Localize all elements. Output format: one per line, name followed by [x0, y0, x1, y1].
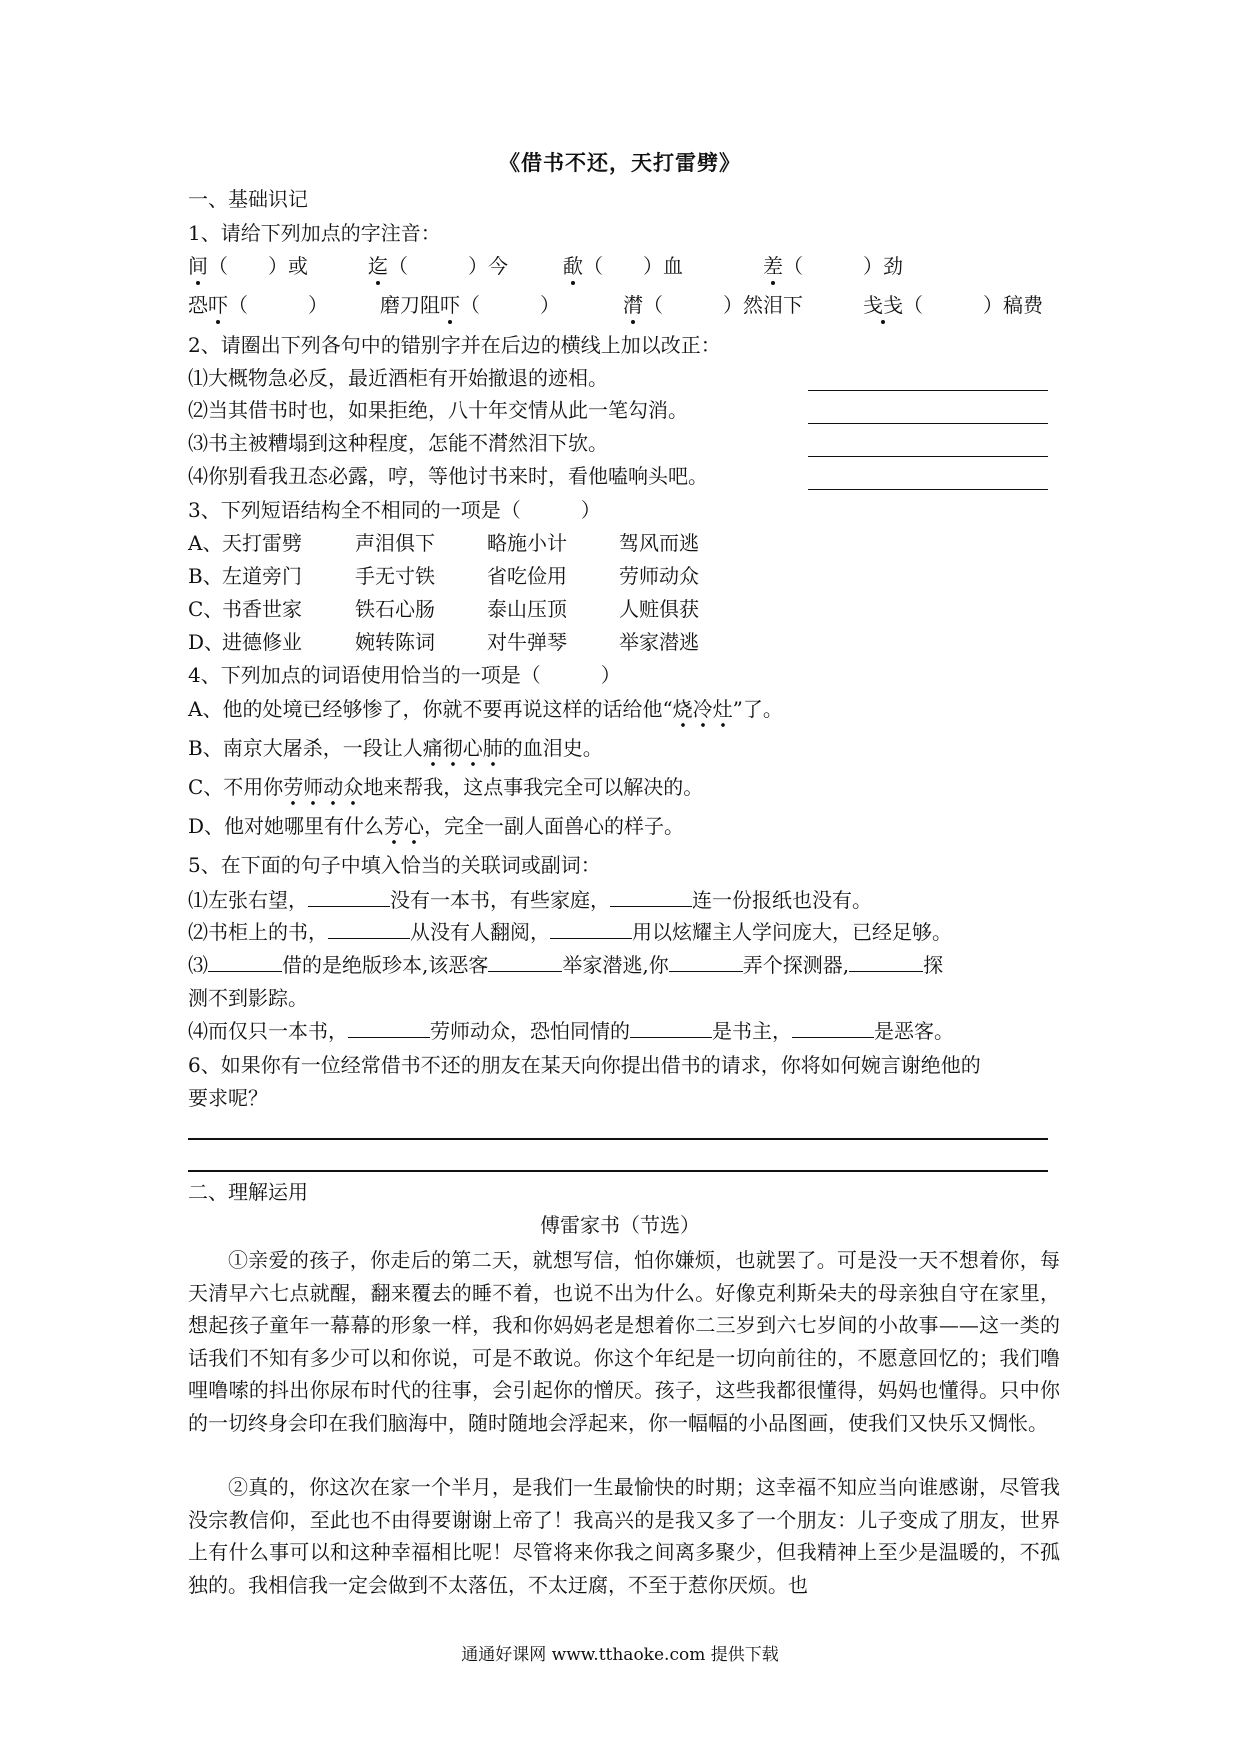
fill-blank[interactable]: [610, 888, 692, 907]
q5-text: 用以炫耀主人学问庞大，已经足够。: [632, 920, 952, 944]
item-blank: （ ）: [460, 293, 560, 317]
option-text: 的血泪史。: [502, 736, 603, 760]
q5-text: ⑵书柜上的书，: [188, 920, 328, 944]
q5-line-1: [188, 888, 872, 912]
q2-item: ⑶书主被糟塌到这种程度，怎能不潸然泪下欤。: [188, 431, 608, 455]
q5-text: 从没有人翻阅，: [410, 920, 550, 944]
section-2-heading: 二、理解运用: [188, 1180, 308, 1204]
q3-prompt: 3、下列短语结构全不相同的一项是（ ）: [188, 498, 601, 522]
q5-prompt: 5、在下面的句子中填入恰当的关联词或副词：: [188, 853, 601, 877]
q5-text: 举家潜逃,你: [562, 953, 669, 977]
q1-item: [863, 293, 1043, 317]
item-blank: （ ）今: [388, 254, 508, 278]
q6-prompt-line-1: 6、如果你有一位经常借书不还的朋友在某天向你提出借书的请求，你将如何婉言谢绝他的: [188, 1053, 981, 1077]
phrase: 略施小计: [487, 531, 567, 555]
q2-prompt: 2、请圈出下列各句中的错别字并在后边的横线上加以改正：: [188, 333, 721, 357]
option-text: B、南京大屠杀，一段让人: [188, 736, 423, 760]
passage-paragraph-2: ②真的，你这次在家一个半月，是我们一生最愉快的时期；这幸福不知应当向谁感谢，尽管我没宗教信仰，至此也不由得要谢谢上帝了！我高兴的是我又多了一个朋友：儿子变成了朋友，世界上有什么事可以和这种幸福相比呢！尽管将来你我之间离多聚少，但我精神上至少是温暖的，不孤独的。我相信我一定会做到不太落伍，不太迂腐，不至于惹你厌烦。也: [188, 1475, 1060, 1597]
answer-line[interactable]: [808, 456, 1048, 457]
item-prefix: 磨刀阻: [380, 293, 440, 317]
dotted-char: 潸: [623, 293, 643, 317]
q4-option-c: [188, 775, 703, 799]
dotted-char: 差: [763, 254, 783, 278]
page-title: 《借书不还，天打雷劈》: [499, 150, 741, 175]
q5-text: 探: [923, 953, 944, 977]
option-text: ”了。: [732, 697, 783, 721]
section-1-heading: 一、基础识记: [188, 187, 308, 211]
q5-text: 连一份报纸也没有。: [692, 888, 872, 912]
q5-text: 没有一本书，有些家庭，: [390, 888, 610, 912]
option-text: C、不用你: [188, 775, 284, 799]
q2-item: ⑷你别看我丑态必露，哼，等他讨书来时，看他嗑响头吧。: [188, 464, 708, 488]
q6-prompt-line-2: 要求呢？: [188, 1086, 268, 1110]
q5-text: ⑶: [188, 953, 208, 977]
dotted-word: 劳师动众: [283, 775, 363, 806]
q5-text: 是恶客。: [874, 1019, 954, 1043]
q1-item: [188, 293, 328, 317]
q5-line-3-cont: 测不到影踪。: [188, 986, 308, 1010]
option-text: D、他对她哪里有什么: [188, 814, 385, 838]
fill-blank[interactable]: [348, 1019, 430, 1038]
dotted-word: 痛彻心肺: [423, 736, 503, 767]
answer-line[interactable]: [188, 1138, 1048, 1140]
option-text: ，完全一副人面兽心的样子。: [424, 814, 685, 838]
fill-blank[interactable]: [550, 920, 632, 939]
passage-title: 傅雷家书（节选）: [540, 1213, 700, 1237]
fill-blank[interactable]: [792, 1019, 874, 1038]
item-prefix: 恐: [188, 293, 208, 317]
q5-text: ⑴左张右望，: [188, 888, 308, 912]
fill-blank[interactable]: [669, 953, 743, 972]
q5-line-2: [188, 920, 952, 944]
q5-text: 弄个探测器,: [742, 953, 850, 977]
dotted-char: 间: [188, 254, 208, 278]
option-label: C、: [188, 597, 224, 621]
q4-prompt: 4、下列加点的词语使用恰当的一项是（ ）: [188, 663, 621, 687]
answer-line[interactable]: [808, 423, 1048, 424]
item-blank: （ ）血: [583, 254, 683, 278]
q2-item: ⑵当其借书时也，如果拒绝，八十年交情从此一笔勾消。: [188, 398, 688, 422]
dotted-char: 迄: [368, 254, 388, 278]
fill-blank[interactable]: [630, 1019, 712, 1038]
q5-line-4: [188, 1019, 954, 1043]
phrase: 书香世家: [222, 597, 302, 621]
item-blank: （ ）或: [208, 254, 308, 278]
q1-prompt: 1、请给下列加点的字注音：: [188, 221, 441, 245]
q1-item: [763, 254, 903, 278]
option-label: D、: [188, 630, 225, 654]
dotted-word: 烧冷灶: [673, 697, 733, 728]
fill-blank[interactable]: [849, 953, 923, 972]
q4-option-d: [188, 814, 684, 838]
q3-option-a: [188, 531, 699, 555]
phrase: 人赃俱获: [619, 597, 699, 621]
item-blank: （ ）稿费: [903, 293, 1043, 317]
q5-text: ⑷而仅只一本书，: [188, 1019, 348, 1043]
fill-blank[interactable]: [208, 953, 282, 972]
phrase: 泰山压顶: [487, 597, 567, 621]
phrase: 省吃俭用: [487, 564, 567, 588]
phrase: 铁石心肠: [355, 597, 435, 621]
phrase: 举家潜逃: [619, 630, 699, 654]
q5-text: 劳师动众，恐怕同情的: [430, 1019, 630, 1043]
q5-text: 是书主，: [712, 1019, 792, 1043]
q5-line-3: [188, 953, 943, 977]
q3-option-b: [188, 564, 699, 588]
q3-option-c: [188, 597, 699, 621]
phrase: 驾风而逃: [619, 531, 699, 555]
q1-item: [368, 254, 508, 278]
dotted-char: 吓: [208, 293, 228, 317]
option-text: 地来帮我，这点事我完全可以解决的。: [363, 775, 704, 799]
phrase: 声泪俱下: [355, 531, 435, 555]
phrase: 天打雷劈: [222, 531, 302, 555]
fill-blank[interactable]: [488, 953, 562, 972]
option-label: A、: [188, 531, 223, 555]
fill-blank[interactable]: [308, 888, 390, 907]
dotted-char: 歃: [563, 254, 583, 278]
phrase: 左道旁门: [222, 564, 302, 588]
q2-item: ⑴大概物急必反，最近酒柜有开始撤退的迹相。: [188, 366, 608, 390]
passage-paragraph-1: ①亲爱的孩子，你走后的第二天，就想写信，怕你嫌烦，也就罢了。可是没一天不想着你，每天清早六七点就醒，翻来覆去的睡不着，也说不出为什么。好像克利斯朵夫的母亲独自守在家里，想起孩子童年一幕幕的形象一样，我和你妈妈老是想着你二三岁到六七岁间的小故事——这一类的话我们不知有多少可以和你说，可是不敢说。你这个年纪是一切向前往的，不愿意回忆的；我们噜哩噜嗦的抖出你尿布时代的往事，会引起你的憎厌。孩子，这些我都很懂得，妈妈也懂得。只中你的一切终身会印在我们脑海中，随时随地会浮起来，你一幅幅的小品图画，使我们又快乐又惆怅。: [188, 1248, 1060, 1435]
fill-blank[interactable]: [328, 920, 410, 939]
answer-line[interactable]: [808, 390, 1048, 391]
page-footer: 通通好课网 www.tthaoke.com 提供下载: [461, 1645, 779, 1665]
item-blank: （ ）劲: [783, 254, 903, 278]
q5-text: 借的是绝版珍本,该恶客: [282, 953, 489, 977]
dotted-word: 芳心: [384, 814, 424, 845]
item-blank: （ ）: [228, 293, 328, 317]
phrase: 对牛弹琴: [487, 630, 567, 654]
q1-item: [623, 293, 803, 317]
item-blank: （ ）然泪下: [643, 293, 803, 317]
dotted-char: 吓: [440, 293, 460, 317]
phrase: 手无寸铁: [355, 564, 435, 588]
q3-option-d: [188, 630, 699, 654]
q1-item: [380, 293, 560, 317]
phrase: 劳师动众: [619, 564, 699, 588]
q1-item: [563, 254, 683, 278]
phrase: 婉转陈词: [355, 630, 435, 654]
option-text: A、他的处境已经够惨了，你就不要再说这样的话给他“: [188, 697, 673, 721]
q4-option-a: [188, 697, 783, 721]
option-label: B、: [188, 564, 223, 588]
answer-line[interactable]: [808, 489, 1048, 490]
dotted-char: 戋戋: [863, 293, 903, 317]
q1-item: [188, 254, 308, 278]
phrase: 进德修业: [222, 630, 302, 654]
answer-line[interactable]: [188, 1170, 1048, 1172]
q4-option-b: [188, 736, 603, 760]
